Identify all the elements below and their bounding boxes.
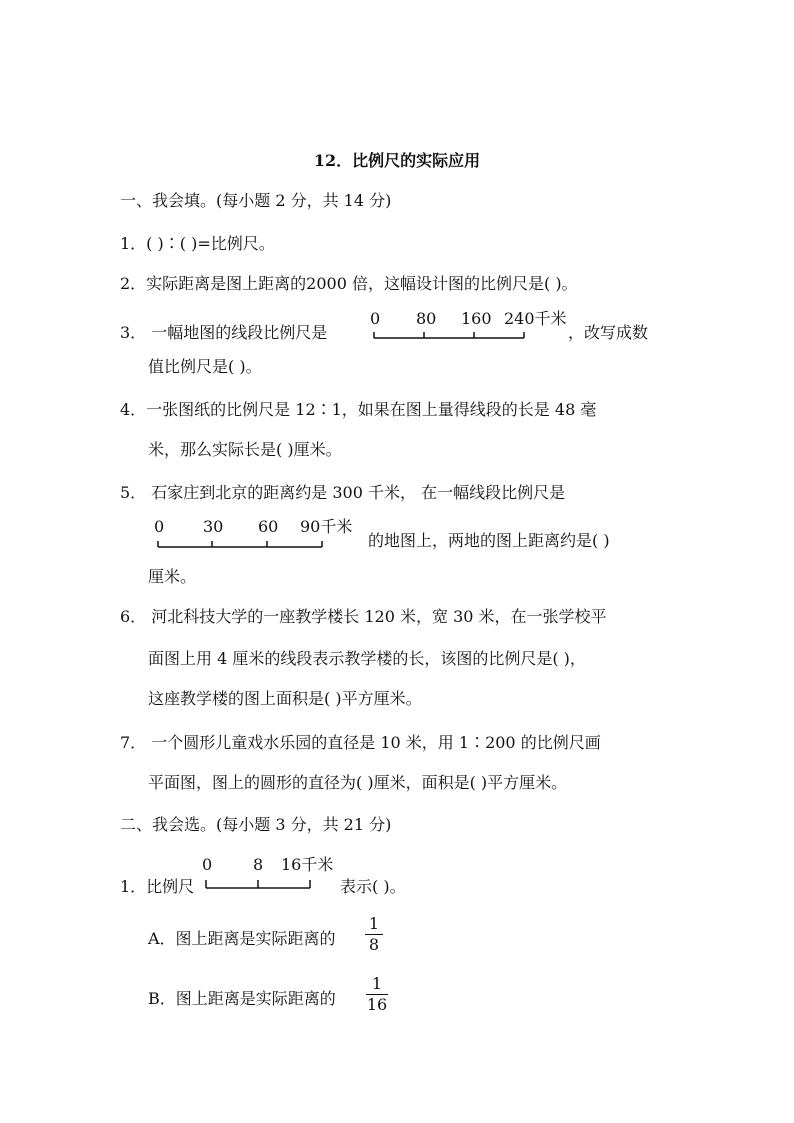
scale-label: 160 <box>461 309 492 328</box>
scale-label: 16千米 <box>281 855 334 874</box>
question-1-7-line1: 7． 一个圆形儿童戏水乐园的直径是 10 米，用 1∶200 的比例尺画 <box>120 733 601 752</box>
scale-label: 0 <box>154 517 165 536</box>
scale-bar-q2-1 <box>202 856 352 888</box>
scale-label: 30 <box>203 517 224 536</box>
page-title: 12．比例尺的实际应用 <box>313 151 481 170</box>
scale-label: 80 <box>416 309 437 328</box>
scale-line <box>370 328 530 340</box>
option-b-text: B．图上距离是实际距离的 <box>148 989 336 1008</box>
question-1-6-line1: 6． 河北科技大学的一座教学楼长 120 米，宽 30 米，在一张学校平 <box>120 607 607 626</box>
scale-line <box>202 876 317 890</box>
question-1-7-line2: 平面图，图上的圆形的直径为( )厘米，面积是( )平方厘米。 <box>148 773 568 792</box>
scale-bar-q5 <box>154 518 374 550</box>
question-1-3-text: 3． 一幅地图的线段比例尺是 <box>120 323 328 342</box>
fraction-denominator: 8 <box>368 935 380 954</box>
fraction-numerator: 1 <box>368 914 380 933</box>
fraction-denominator: 16 <box>366 995 388 1014</box>
question-1-2: 2．实际距离是图上距离的2000 倍，这幅设计图的比例尺是( )。 <box>120 274 578 293</box>
option-b-fraction <box>364 974 390 1015</box>
question-1-4-line2: 米，那么实际长是( )厘米。 <box>148 440 342 459</box>
question-2-1-text-cont: 表示( )。 <box>340 877 406 896</box>
section1-header: 一、我会填。(每小题 2 分，共 14 分) <box>120 191 392 210</box>
scale-label: 0 <box>370 309 381 328</box>
option-a-fraction <box>363 914 385 955</box>
option-a-text: A．图上距离是实际距离的 <box>148 929 336 948</box>
question-1-3-text-cont: ，改写成数 <box>568 323 649 342</box>
fraction-numerator: 1 <box>371 974 383 993</box>
question-1-4-line1: 4．一张图纸的比例尺是 12∶1，如果在图上量得线段的长是 48 毫 <box>120 400 597 419</box>
scale-label: 90千米 <box>300 517 353 536</box>
question-1-1: 1．( )∶( )=比例尺。 <box>120 234 275 253</box>
scale-bar-q3 <box>370 310 570 340</box>
scale-line <box>154 537 329 549</box>
section2-header: 二、我会选。(每小题 3 分，共 21 分) <box>120 815 392 834</box>
question-2-1-text: 1．比例尺 <box>120 877 195 896</box>
scale-label: 8 <box>253 855 264 874</box>
question-1-6-line2: 面图上用 4 厘米的线段表示教学楼的长，该图的比例尺是( )， <box>148 649 586 668</box>
question-1-5-line1: 5． 石家庄到北京的距离约是 300 千米， 在一幅线段比例尺是 <box>120 483 566 502</box>
question-1-5-line3: 厘米。 <box>148 567 197 586</box>
scale-label: 240千米 <box>504 309 567 328</box>
question-1-6-line3: 这座教学楼的图上面积是( )平方厘米。 <box>148 689 422 708</box>
question-1-3-text-line2: 值比例尺是( )。 <box>148 357 262 376</box>
question-1-5-line2: 的地图上，两地的图上距离约是( ) <box>368 531 610 550</box>
scale-label: 60 <box>258 517 279 536</box>
scale-label: 0 <box>202 855 213 874</box>
